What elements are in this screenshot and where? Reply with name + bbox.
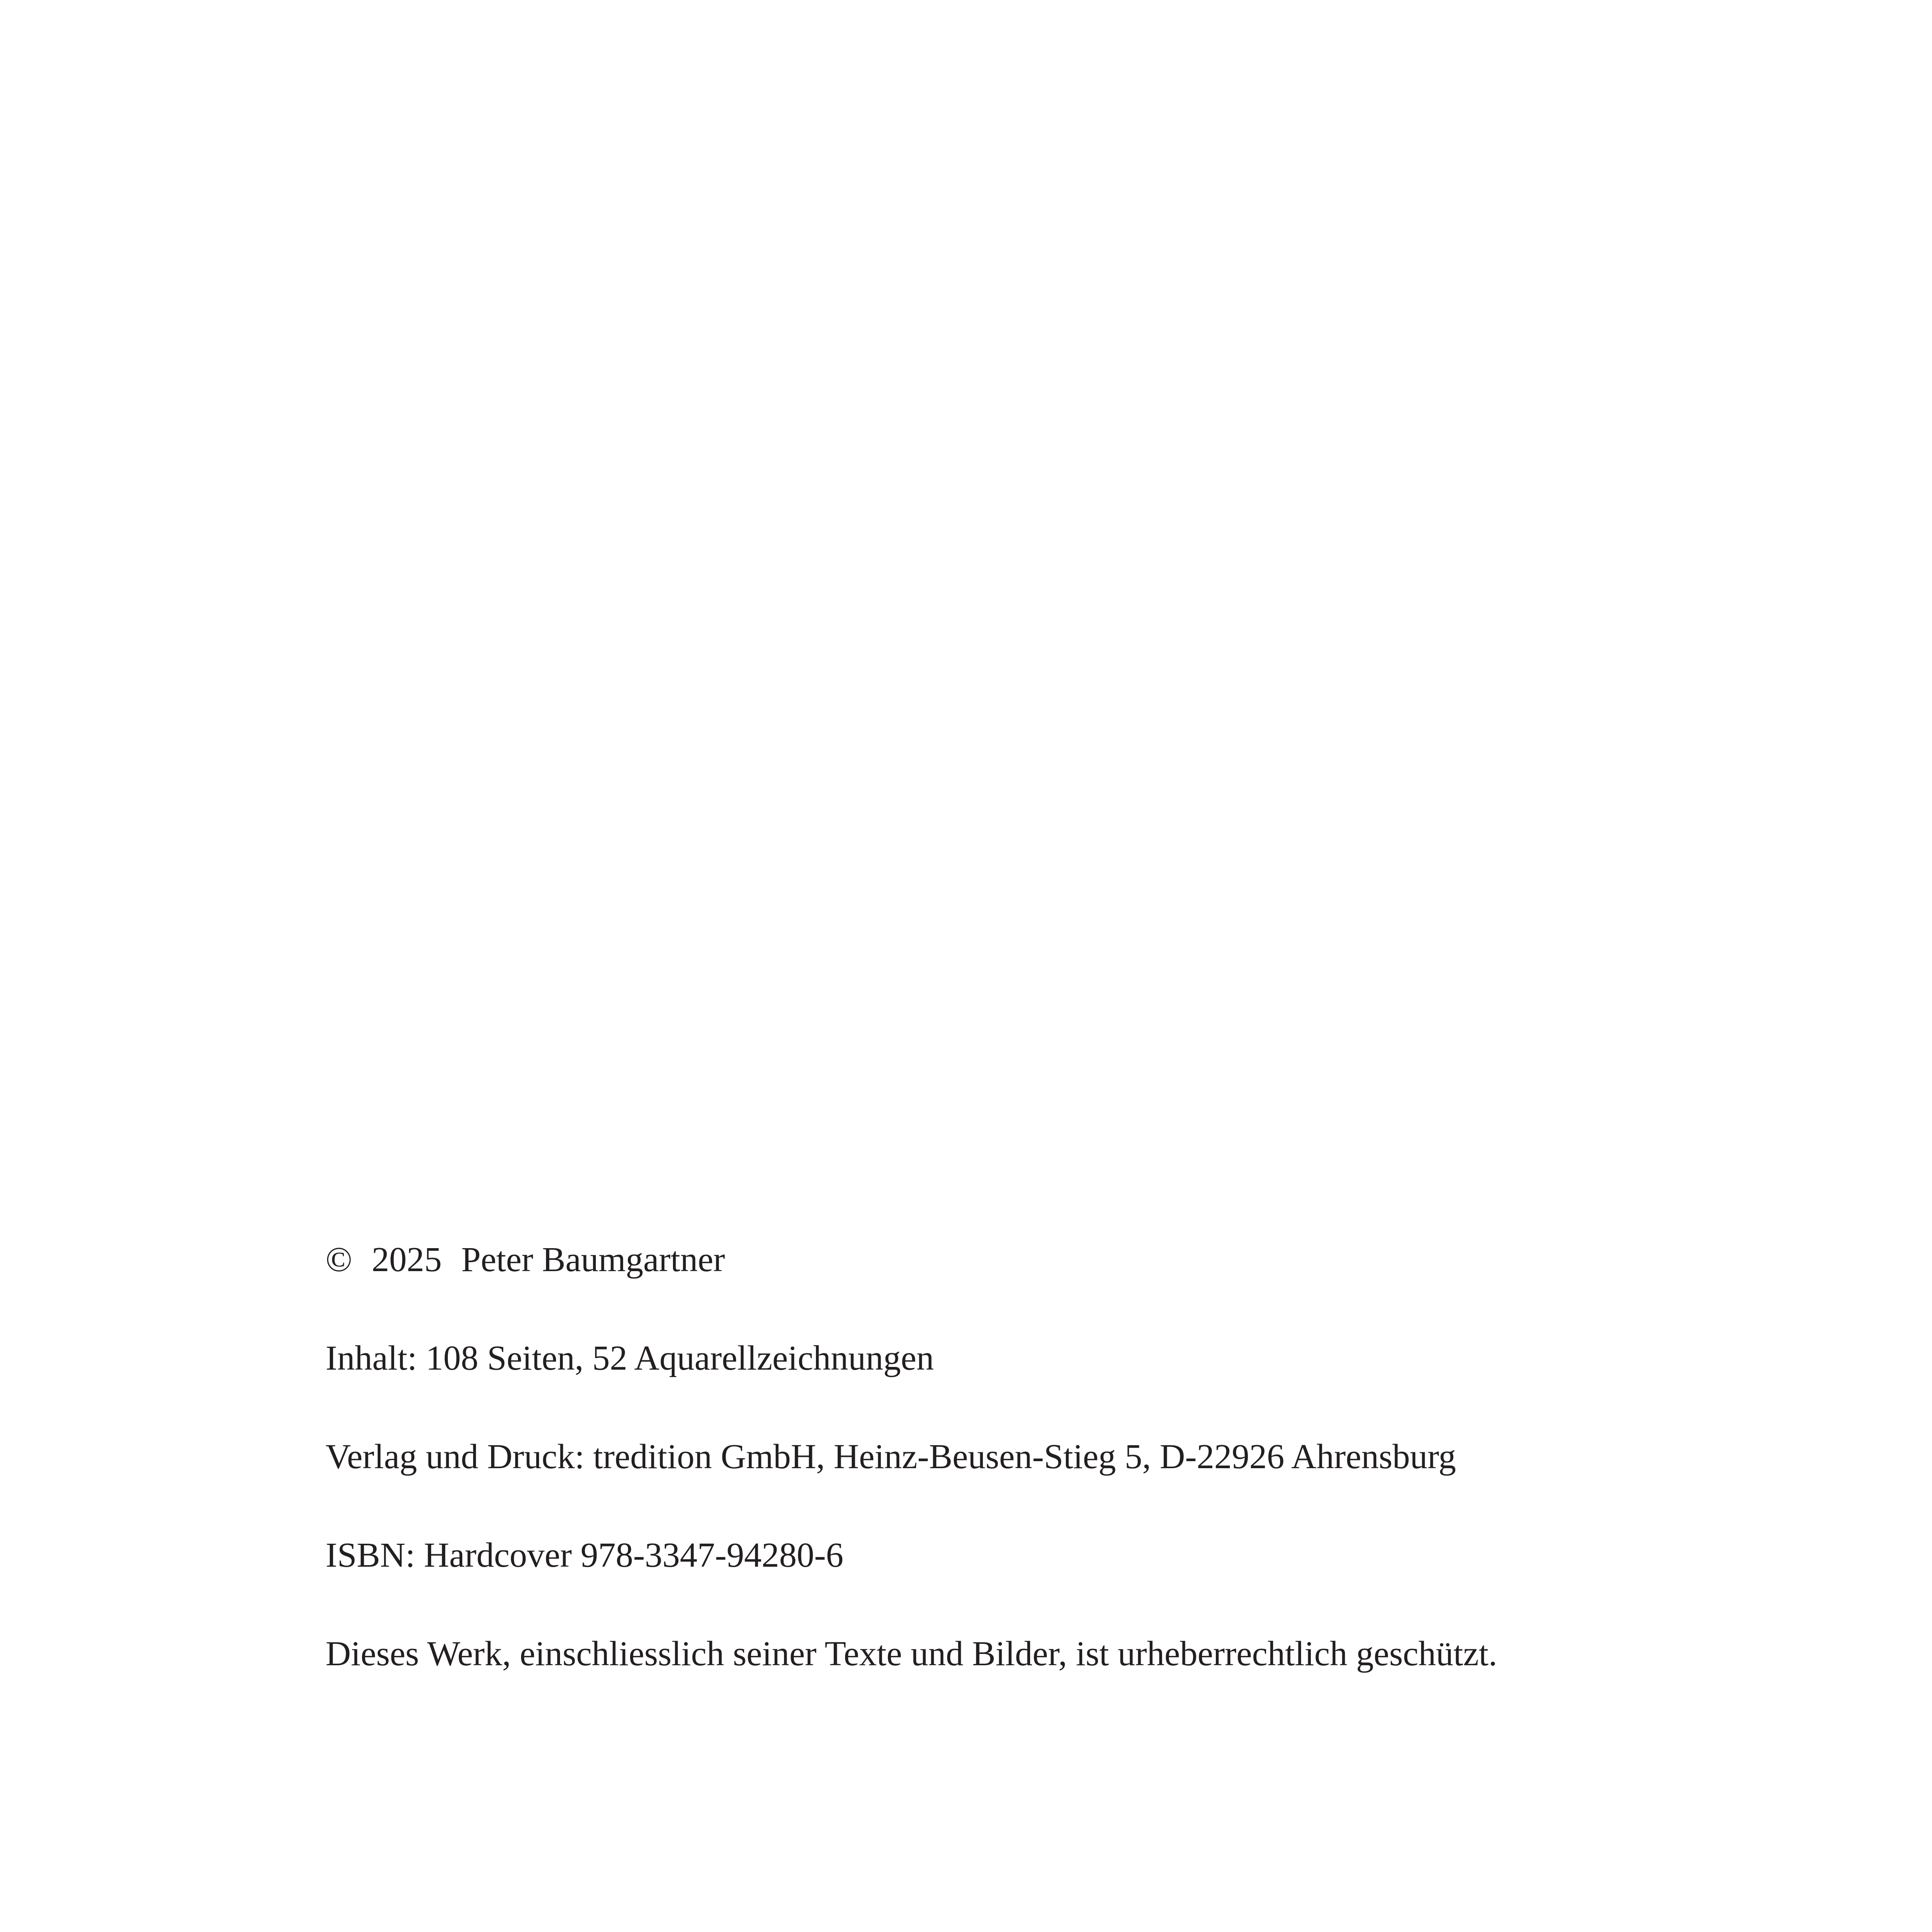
copyright-symbol: © xyxy=(326,1240,352,1279)
isbn-line: ISBN: Hardcover 978-3347-94280-6 xyxy=(326,1536,844,1574)
publisher-line: Verlag und Druck: tredition GmbH, Heinz-Beusen-Stieg 5, D-22926 Ahrensburg xyxy=(326,1437,1456,1476)
copyright-year: 2025 xyxy=(372,1240,442,1279)
contents-line: Inhalt: 108 Seiten, 52 Aquarellzeichnungen xyxy=(326,1339,934,1377)
copyright-line xyxy=(326,1238,1844,1281)
copyright-holder: Peter Baumgartner xyxy=(461,1240,725,1279)
copyright-notice: Dieses Werk, einschliesslich seiner Texte und Bilder, ist urheberrechtlich geschützt. xyxy=(326,1634,1497,1673)
imprint-block xyxy=(326,1238,1844,1675)
